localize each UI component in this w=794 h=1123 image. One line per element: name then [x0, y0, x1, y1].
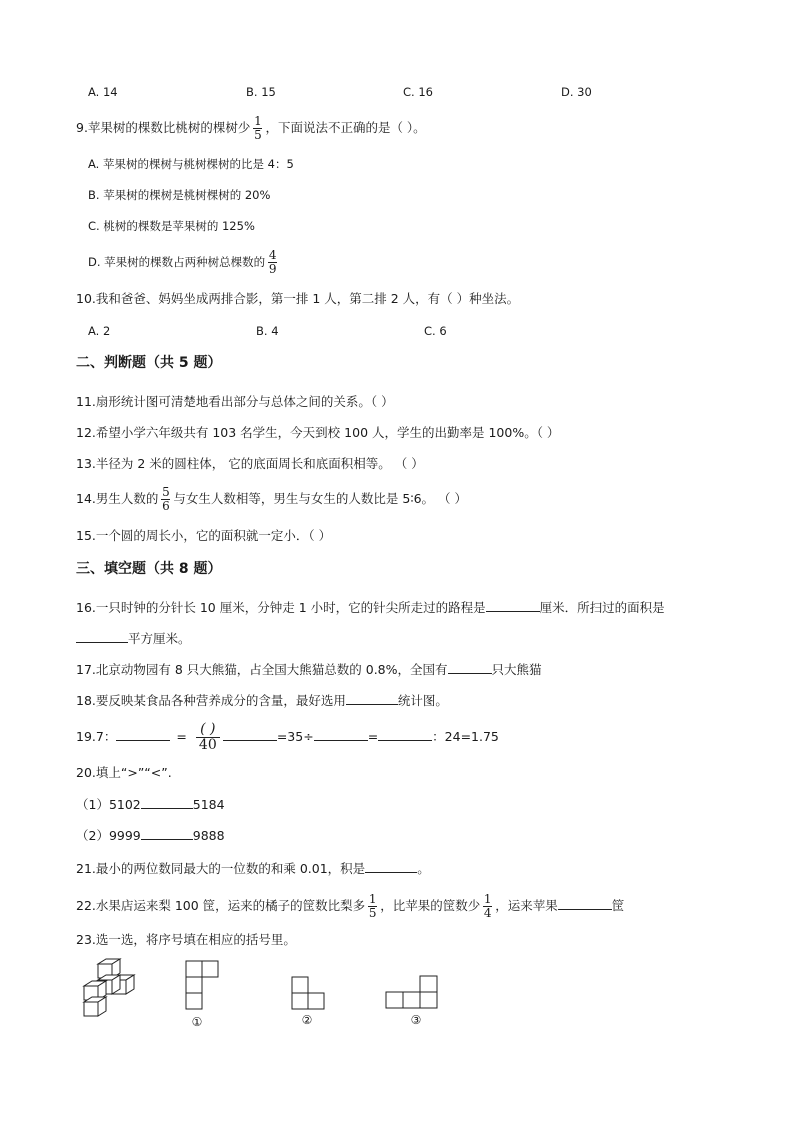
cube-stack-figure — [78, 958, 148, 1020]
q14-fraction: $\frac{5}{6}$ — [162, 485, 170, 513]
question-22: 22.水果店运来梨 100 筐，运来的橘子的筐数比梨多 $\frac{1}{5}$ ，比苹果的筐数少 $\frac{1}{4}$ ，运来苹果 筐 — [76, 892, 625, 920]
q8-option-b: B. 15 — [246, 85, 276, 99]
answer-blank[interactable] — [314, 727, 368, 741]
question-21: 21.最小的两位数同最大的一位数的和乘 0.01，积是 。 — [76, 861, 430, 876]
question-18: 18.要反映某食品各种营养成分的含量，最好选用 统计图。 — [76, 693, 448, 708]
q9-fraction: $\frac{1}{5}$ — [254, 114, 262, 142]
q9-option-a: A. 苹果树的棵树与桃树棵树的比是 4：5 — [88, 157, 294, 171]
answer-blank[interactable] — [141, 826, 193, 840]
question-13: 13.半径为 2 米的圆柱体， 它的底面周长和底面积相等。 （ ） — [76, 456, 424, 471]
q8-option-c: C. 16 — [403, 85, 433, 99]
answer-blank[interactable] — [76, 629, 128, 643]
question-9 — [76, 115, 426, 142]
question-15: 15.一个圆的周长小，它的面积就一定小．（ ） — [76, 528, 332, 543]
question-20-part-2: （2）9999 9888 — [76, 828, 225, 843]
q8-option-a: A. 14 — [88, 85, 118, 99]
question-19: 19.7： = $\frac{( )}{40}$ =35÷ = ：24=1.75 — [76, 721, 499, 753]
section-fill-heading: 三、填空题（共 8 题） — [76, 561, 222, 577]
section-judgement-heading: 二、判断题（共 5 题） — [76, 355, 222, 371]
figure-label-2: ② — [301, 1013, 313, 1027]
q9-option-c: C. 桃树的棵数是苹果树的 125% — [88, 219, 255, 233]
answer-blank[interactable] — [223, 727, 277, 741]
question-10: 10.我和爸爸、妈妈坐成两排合影，第一排 1 人，第二排 2 人，有（ ）种坐法。 — [76, 291, 520, 306]
q8-option-d: D. 30 — [561, 85, 592, 99]
answer-blank[interactable] — [558, 896, 612, 910]
question-20-part-1: （1）5102 5184 — [76, 797, 225, 812]
answer-blank[interactable] — [141, 795, 193, 809]
view-figure-2 — [291, 976, 331, 1010]
q9-text: 9.苹果树的棵数比桃树的棵树少 — [76, 120, 251, 135]
q9-option-d-fraction: $\frac{4}{9}$ — [268, 248, 277, 276]
question-14: 14.男生人数的 $\frac{5}{6}$ 与女生人数相等，男生与女生的人数比是 5∶6。 （ ） — [76, 485, 467, 513]
answer-blank[interactable] — [448, 660, 492, 674]
q22-fraction-2: $\frac{1}{4}$ — [483, 892, 492, 920]
question-16: 16.一只时钟的分针长 10 厘米，分钟走 1 小时，它的针尖所走过的路程是 厘米．所扫过的面积是 — [76, 600, 665, 615]
figure-label-1: ① — [191, 1015, 203, 1029]
view-figure-1 — [185, 960, 225, 1010]
answer-blank[interactable] — [378, 727, 432, 741]
answer-blank[interactable] — [486, 598, 540, 612]
question-16-cont: 平方厘米。 — [76, 629, 191, 648]
question-20: 20.填上“>”“<”. — [76, 765, 172, 780]
q19-fraction: $\frac{( )}{40}$ — [196, 722, 220, 753]
question-23: 23.选一选，将序号填在相应的括号里。 — [76, 932, 296, 947]
view-figure-3 — [385, 975, 441, 1009]
question-17: 17.北京动物园有 8 只大熊猫，占全国大熊猫总数的 0.8%，全国有 只大熊猫 — [76, 662, 542, 677]
answer-blank[interactable] — [365, 859, 417, 873]
answer-blank[interactable] — [346, 691, 398, 705]
q9-option-b: B. 苹果树的棵树是桃树棵树的 20% — [88, 188, 271, 202]
answer-blank[interactable] — [116, 727, 170, 741]
q10-option-a: A. 2 — [88, 324, 111, 338]
question-12: 12.希望小学六年级共有 103 名学生，今天到校 100 人，学生的出勤率是 100%。（ ） — [76, 425, 560, 440]
q10-option-b: B. 4 — [256, 324, 279, 338]
q9-text-end: ，下面说法不正确的是（ ）。 — [265, 120, 426, 135]
q22-fraction-1: $\frac{1}{5}$ — [368, 892, 377, 920]
q9-option-d: D. 苹果树的棵数占两种树总棵数的 $\frac{4}{9}$ — [88, 248, 277, 276]
question-11: 11.扇形统计图可清楚地看出部分与总体之间的关系。（ ） — [76, 394, 394, 409]
q10-option-c: C. 6 — [424, 324, 447, 338]
figure-label-3: ③ — [410, 1013, 422, 1027]
